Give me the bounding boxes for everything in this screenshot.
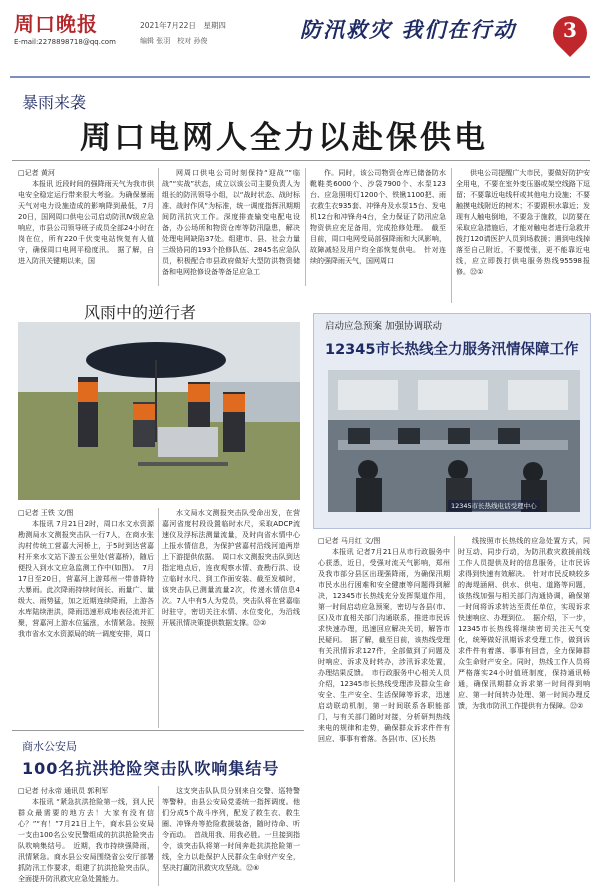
article1-column-2 — [162, 168, 300, 286]
page-number: 3 — [563, 18, 577, 42]
article1-column-4 — [456, 168, 590, 303]
article2-byline: □记者 王铁 文/图 — [18, 509, 74, 517]
photo-caption: 12345市长热线电话受理中心 — [448, 500, 540, 511]
hotline-center-photo — [328, 370, 580, 512]
headline-divider — [12, 160, 590, 161]
article3-headline: 12345市长热线全力服务汛情保障工作 — [325, 342, 579, 358]
issue-date: 2021年7月22日 星期四 — [140, 21, 226, 30]
article4-kicker: 商水公安局 — [22, 740, 77, 753]
article4-column-1 — [18, 786, 154, 886]
article1-byline: □记者 黄河 — [18, 169, 55, 177]
article2-subheadline: 风雨中的逆行者 — [84, 303, 197, 322]
page-slogan: 防汛救灾 我们在行动 — [300, 17, 517, 42]
flood-monitoring-photo — [18, 322, 300, 500]
article3-column-1 — [318, 536, 450, 882]
masthead-divider — [10, 76, 590, 78]
column-divider — [158, 168, 159, 286]
article3-byline: □记者 马月红 文/图 — [318, 537, 381, 545]
newspaper-logo: 周口晚报 — [14, 12, 98, 36]
article4-headline: 100名抗洪抢险突击队吹响集结号 — [22, 759, 280, 778]
article3-kicker: 启动应急预案 加强协调联动 — [325, 321, 443, 332]
article2-text-2: 水文局水文测报突击队受命出发，在营嘉河省度村段设置临时水尺，采取ADCP流速仪及浮标法测量流量，及时向省水情中心上报水情信息，为保护营嘉村沿线河道两岸上下游提供依据。 周口水文测报突击队到达指定地点后，连夜观察水情、查勘行洪、设立临时水尺、到工作面安装、截至发稿时，该突击队已测量流量2次，传递水情信息4次。7人中有5人为党员，突击队将在营嘉临时驻守，密切关注水情、水位变化，为沿线开展汛情决策提供数据支撑。㉒② — [162, 509, 300, 627]
photo-illustration — [328, 370, 580, 512]
article1-text-2: 网周口供电公司时刻保持“迎战”“临战”“实战”状态，成立以该公司主要负责人为组长的防汛领导小组，以“战时状态、战时标准、战时作风”为标准，统一调度指挥汛期期间防汛抗灾工作。深度排查输变电配电设备，办公场所和物资仓库等防汛隐患，解决处理电网缺陷37处。组建市、县、社会力量三级协同的193个抢修队伍、2845名应急队员，积极配合市县政府做好大型防洪物资储备和电网抢修设备等备足应急工 — [162, 169, 300, 276]
column-divider — [158, 508, 159, 728]
article1-text-4: 供电公司提醒广大市民，要做好防护安全用电，不要在室外变压器或架空线路下逗留；不要靠近电线杆或其他电力设施；不要触摸电线附近的树木；不要跟积水靠近；发现有人触电倒地，不要急于施救，以防要在采取应急措施后，才能对触电者进行急救并拨打120请医护人员到场救援；遇到电线掉落至自己附近，不要慌张，更不能靠近电线，应立即拨打供电服务热线95598报修。㉒① — [456, 169, 590, 276]
editor-credit: 编辑 张羽 校对 孙俊 — [140, 37, 208, 45]
article2-column-1 — [18, 508, 154, 728]
article4-text-1: 本报讯 “紧急抗洪抢险第一线，到人民群众最需要的地方去！大家有没有信心？”“有！”7月21日上午，商水县公安局一支由100名公安民警组成的抗洪抢险突击队吹响集结号。 近期，我市持续强降雨，汛情紧急。商水县公安局围绕省公安厅部署抓防汛工作要求，组建了抗洪抢险突击队，全面提升防汛救灾应急处置能力。 — [18, 798, 154, 883]
article4-text-2: 这支突击队队员分别来自交警、巡特警等警种，由县公安局党委统一指挥调度。他们分成5个战斗序列，配发了救生衣、救生圈、冲锋舟等抢险救援装备，随时待命、听令而动。 首战用我、用我必胜。一旦接到指令，该突击队将第一时间奔赴抗洪抢险第一线，全力以赴保护人民群众生命财产安全，坚决打赢防汛救灾攻坚战。㉒⑥ — [162, 787, 300, 872]
column-divider — [454, 536, 455, 882]
article2-column-2 — [162, 508, 300, 728]
article2-text-1: 本报讯 7月21日2时，周口水文水资源勘测局水文测报突击队一行7人，在商水张沟村传统工营嘉大河桥上，于5时到达营嘉村开来水文站下游五公里处(营嘉桥)，随后便投入到水文应急监测工作中(如图)。 7月17日至20日，营嘉河上游郑州一带普降特大暴雨。此次降雨持续时间长、雨量广、量级大、雨势猛，加之近期连续降雨，上游各水库陆续泄洪，降雨迅速形成地表径流并汇聚，营嘉河上游水位猛涨，水情紧急。按照我市省水文水资源局的统一调度安排，周口 — [18, 520, 154, 638]
photo-illustration — [18, 322, 300, 500]
section-divider — [12, 730, 304, 731]
article3-text-1: 本报讯 记者7月21日从市行政服务中心获悉，近日，受强对流天气影响，郑州及我市部分县区出现强降雨，为确保汛期市民水出行困难和安全健康等问题得到解决，12345市长热线充分发挥渠道作用，第一时间启动应急预案，密切与各县(市、区)及市直相关部门沟通联系，推进市民诉求快速办理，迅速回应解决关切，解答市民疑问。 据了解，截至目前，该热线受理有关汛情诉求127件，全部做到了问题及时响应、诉求及时转办，涉汛诉求处置，办理结果反馈。 市行政服务中心相关人员介绍，12345市长热线受理涉及群众生命安全、生产安全、生活保障等诉求，迅速启动联动机制，第一时间联系各职能部门，与有关部门随时对接，分析研判热线来电的规律和走势，确保群众诉求件件有回应、事事有着落。各县(市、区)长热 — [318, 548, 450, 743]
article1-kicker: 暴雨来袭 — [22, 93, 87, 112]
article1-text-3: 作。同时，该公司物资仓库已储备防水靴鞋类6000个、沙袋7900个、水泵123台、应急照明灯1200个、铁锹1100把、雨衣救生衣935套、冲锋舟及水泵15台、发电机12台和冲锋舟4台，全力保证了防汛应急物资供应充足备用，完成抢修处理。 截至目前，周口电网受局部强降雨和大风影响，故障减轻及用户均全部恢复供电。 针对连续的强降雨天气，国网周口 — [310, 169, 446, 265]
column-divider — [305, 168, 306, 286]
article1-column-3 — [310, 168, 446, 303]
article3-column-2 — [458, 536, 590, 882]
article4-column-2 — [162, 786, 300, 886]
page-number-badge — [553, 16, 587, 58]
contact-email: E-mail:2278898718@qq.com — [14, 38, 116, 46]
article1-text-1: 本报讯 近段时间的强降雨天气为我市供电安全稳定运行带来很大考验。为确保暴雨天气对电力设施造成的影响降到最低，7月20日，国网周口供电公司启动防汛Ⅳ级应急响应，市县公司领导班子成员全部24小时在岗在位，所有220千伏变电站恢复有人值守，确保周口电网平稳度汛。 据了解，自进入防汛关键期以来，国 — [18, 180, 154, 265]
article1-headline: 周口电网人全力以赴保供电 — [80, 120, 488, 156]
article4-byline: □记者 付永帝 通讯员 郭利军 — [18, 787, 109, 795]
article1-column-1 — [18, 168, 154, 286]
column-divider — [158, 786, 159, 886]
column-divider — [451, 168, 452, 303]
article3-text-2: 线按照市长热线的应急处置方式，同时互动、同步行动，为防汛救灾救援前线工作人员提供及时的信息服务，让市民诉求得到快速有效解决。 针对市民反映较多的海堤涵闸、供水、供电、道路等问题，该热线加强与相关部门沟通协调，确保第一时间将诉求转达至责任单位，实现诉求快速响应、办理到位。 据介绍，下一步，12345市长热线将继续密切关注天气变化，统筹做好汛期诉求受理工作，做到诉求件件有着落、事事有回音，全力保障群众生命财产安全。同时，热线工作人员将严格落实24小时值班制度，保持通讯畅通，确保汛期群众诉求第一时间得到响应、第一时间转办处理、第一时间办理反馈，为我市防汛工作提供有力保障。㉒② — [458, 537, 590, 710]
